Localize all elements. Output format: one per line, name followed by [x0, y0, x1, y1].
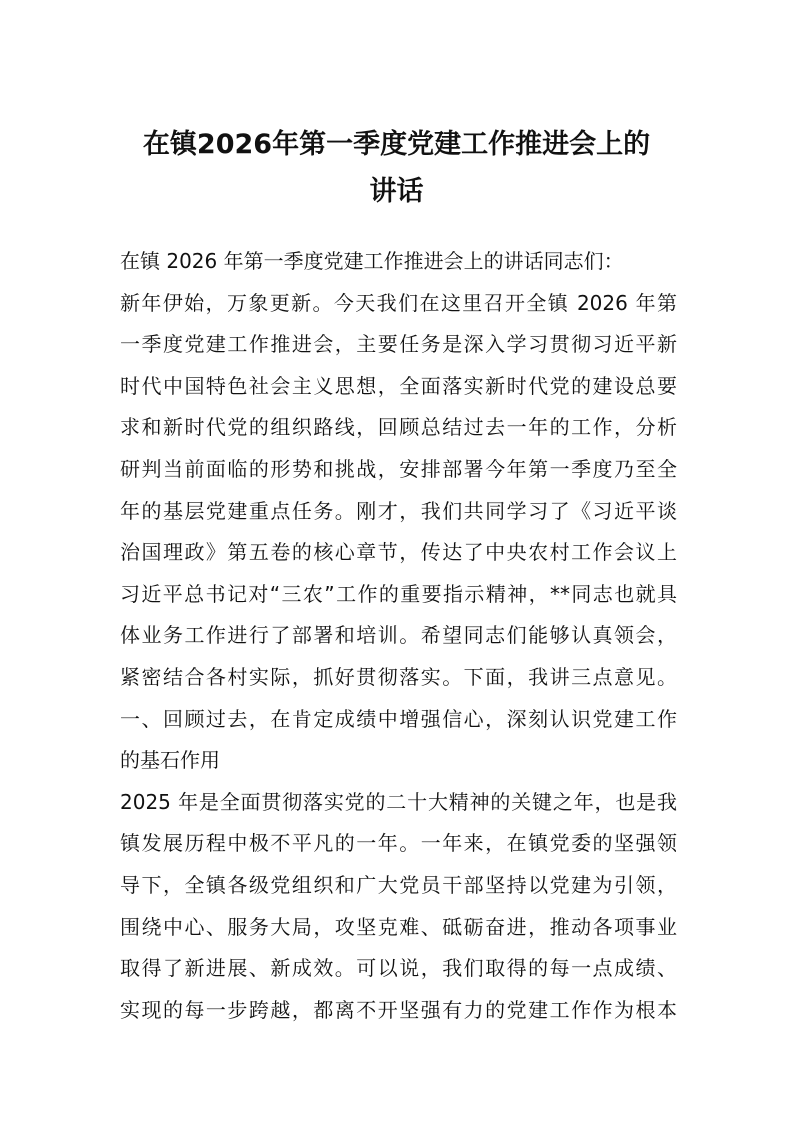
paragraph-line: 体业务工作进行了部署和培训。希望同志们能够认真领会，: [120, 623, 677, 648]
paragraph-line: 2025 年是全面贯彻落实党的二十大精神的关键之年，也是我: [120, 789, 677, 814]
title-line: 讲话: [369, 176, 424, 207]
paragraph-line: 一、回顾过去，在肯定成绩中增强信心，深刻认识党建工作: [120, 706, 677, 731]
paragraph-line: 取得了新进展、新成效。可以说，我们取得的每一点成绩、: [120, 956, 677, 981]
paragraph-line: 时代中国特色社会主义思想，全面落实新时代党的建设总要: [120, 373, 677, 398]
document-body: [120, 241, 677, 1031]
paragraph-line: 求和新时代党的组织路线，回顾总结过去一年的工作，分析: [120, 415, 677, 440]
paragraph-line: 在镇 2026 年第一季度党建工作推进会上的讲话同志们：: [120, 249, 624, 273]
paragraph-line: 新年伊始，万象更新。今天我们在这里召开全镇 2026 年第: [120, 290, 677, 315]
paragraph-line: 紧密结合各村实际，抓好贯彻落实。下面，我讲三点意见。: [120, 664, 677, 689]
paragraph-line: 一季度党建工作推进会，主要任务是深入学习贯彻习近平新: [120, 332, 677, 357]
paragraph-line: 围绕中心、服务大局，攻坚克难、砥砺奋进，推动各项事业: [120, 914, 677, 939]
paragraph-line: 研判当前面临的形势和挑战，安排部署今年第一季度乃至全: [120, 456, 677, 481]
paragraph-line: 导下，全镇各级党组织和广大党员干部坚持以党建为引领，: [120, 872, 677, 897]
paragraph-line: 的基石作用: [120, 748, 220, 773]
paragraph-line: 年的基层党建重点任务。刚才，我们共同学习了《习近平谈: [120, 498, 677, 523]
paragraph-line: 治国理政》第五卷的核心章节，传达了中央农村工作会议上: [120, 540, 677, 565]
title-line: 在镇2026年第一季度党建工作推进会上的: [142, 129, 651, 160]
document-title: [100, 121, 693, 215]
paragraph-line: 实现的每一步跨越，都离不开坚强有力的党建工作作为根本: [120, 997, 677, 1022]
paragraph-line: 习近平总书记对“三农”工作的重要指示精神，**同志也就具: [120, 581, 677, 606]
paragraph-line: 镇发展历程中极不平凡的一年。一年来，在镇党委的坚强领: [120, 831, 677, 856]
